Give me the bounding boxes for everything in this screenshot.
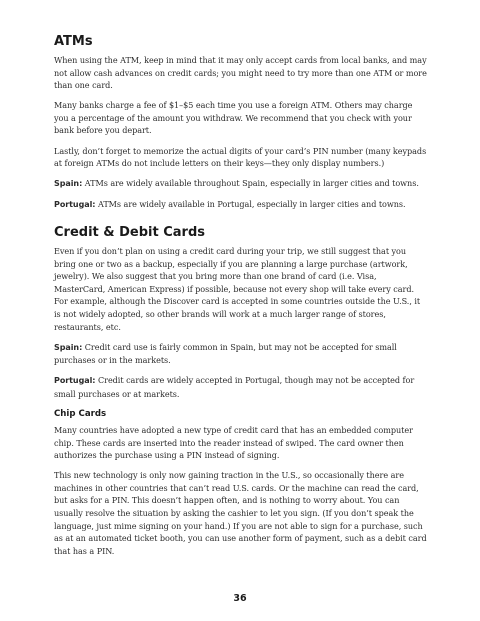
atms-paragraph-3: Lastly, don’t forget to memorize the actual digits of your card’s PIN number (many keypads at foreign ATMs do not include letters on their keys—they only display numbers.) [54,145,427,169]
atms-paragraph-1: When using the ATM, keep in mind that it may only accept cards from local banks, and may not allow cash advances on credit cards; you might need to try more than one ATM or more than one card. [54,55,427,91]
chip-paragraph-1: Many countries have adopted a new type of credit card that has an embedded computer chip. These cards are inserted into the reader instead of swiped. The card owner then authorizes the purchase using a PIN instead of signing. [54,424,413,461]
chip-paragraph-2: This new technology is only now gaining traction in the U.S., so occasionally there are machines in other countries that can’t read U.S. cards. Or the machine can read the card, but asks for a PIN. This doesn’t happen often, and is nothing to worry about. You can usually resolve the situation by asking the cashier to let you sign. (If you don’t speak the language, just mime signing on your hand.) If you are not able to sign for a purchase, such as at an automated ticket booth, you can use another form of payment, such as a debit card that has a PIN. [54,470,427,556]
atms-portugal-text: ATMs are widely available in Portugal, especially in larger cities and towns. [95,199,406,210]
credit-debit-heading: Credit & Debit Cards [54,224,206,240]
atms-portugal-paragraph [54,198,429,212]
chip-cards-heading: Chip Cards [54,408,107,419]
cards-portugal-paragraph [54,374,429,400]
cards-portugal-text: Credit cards are widely accepted in Portugal, though may not be accepted for small purchases or at markets. [54,375,415,399]
atms-spain-text: ATMs are widely available throughout Spain, especially in larger cities and towns. [82,178,419,189]
spain-label: Spain: [54,342,83,352]
page-content [54,34,429,565]
spain-label: Spain: [54,179,83,189]
page-number: 36 [233,593,247,604]
cards-spain-text: Credit card use is fairly common in Spain, but may not be accepted for small purchases or in the markets. [54,341,397,366]
atms-heading: ATMs [54,34,93,49]
portugal-label: Portugal: [54,200,96,210]
cards-paragraph-1: Even if you don’t plan on using a credit card during your trip, we still suggest that you bring one or two as a backup, especially if you are planning a large purchase (artwork, jewelry). We also suggest that you bring more than one brand of card (i.e. Visa, MasterCard, American Express) if possible, because not every shop will take every card. For example, although the Discover card is accepted in some countries outside the U.S., it is not widely adopted, so other brands will work at a much larger range of stores, restaurants, etc. [54,245,421,332]
cards-spain-paragraph [54,341,429,367]
atms-spain-paragraph [54,177,429,191]
atms-paragraph-2: Many banks charge a fee of $1–$5 each time you use a foreign ATM. Others may charge you a percentage of the amount you withdraw. We recommend that you check with your bank before you depart. [54,100,413,136]
portugal-label: Portugal: [54,376,96,386]
